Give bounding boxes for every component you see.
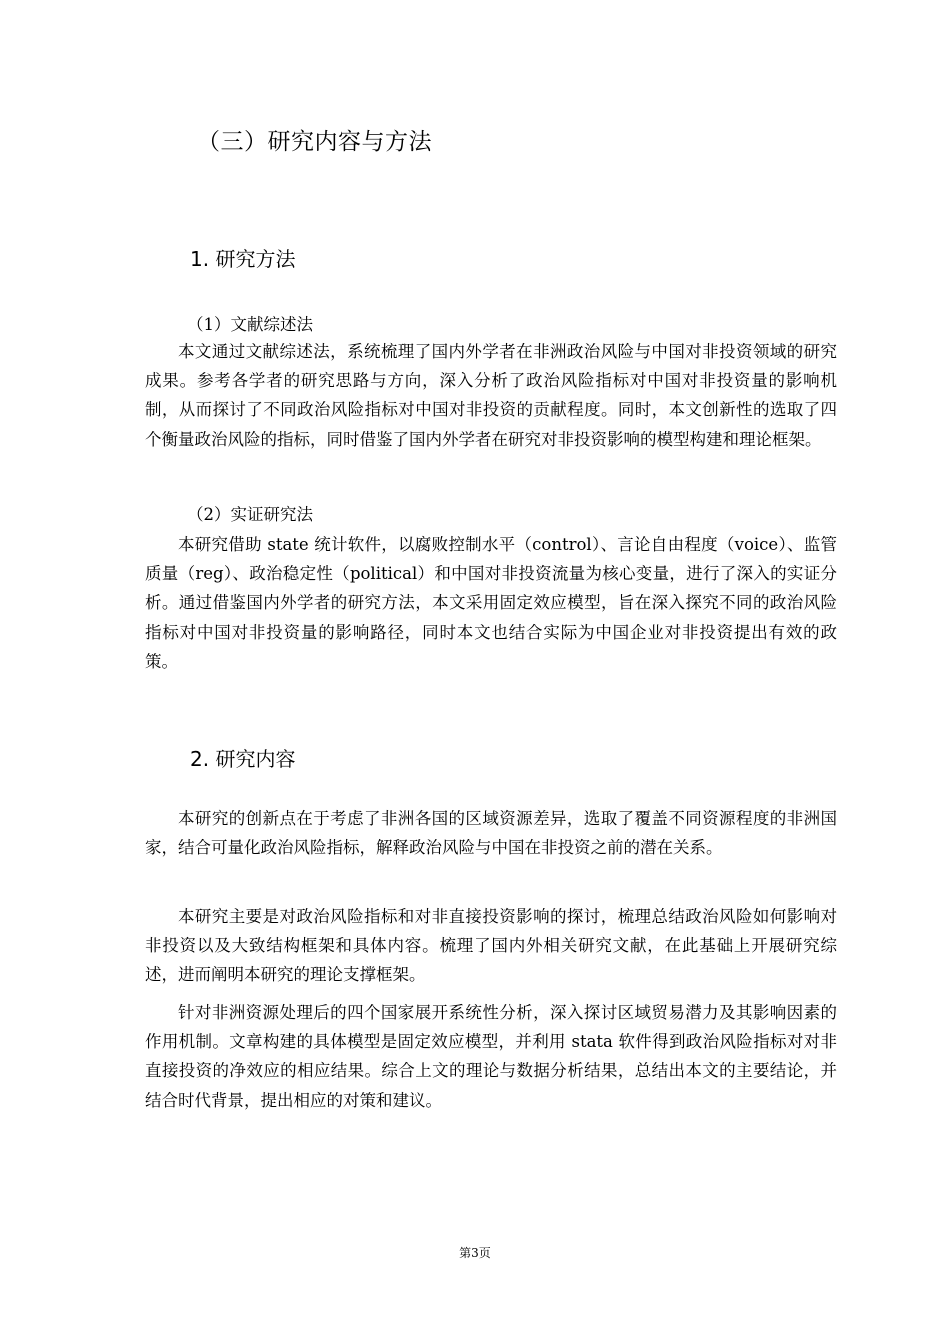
methods-heading: 1. 研究方法: [190, 247, 296, 271]
content-para3: 针对非洲资源处理后的四个国家展开系统性分析，深入探讨区域贸易潜力及其影响因素的作用机制。文章构建的具体模型是固定效应模型，并利用 stata 软件得到政治风险指标对对非直接投资的净效应的相应结果。综合上文的理论与数据分析结果，总结出本文的主要结论，并结合时代背景，提出相应的对策和建议。: [145, 1003, 837, 1110]
content-para1: 本研究的创新点在于考虑了非洲各国的区域资源差异，选取了覆盖不同资源程度的非洲国家，结合可量化政治风险指标，解释政治风险与中国在非投资之前的潜在关系。: [145, 809, 837, 858]
content-para2: 本研究主要是对政治风险指标和对非直接投资影响的探讨，梳理总结政治风险如何影响对非投资以及大致结构框架和具体内容。梳理了国内外相关研究文献，在此基础上开展研究综述，进而阐明本研究的理论支撑框架。: [145, 907, 837, 985]
page-number: 第3页: [459, 1246, 491, 1260]
methods-para2: 本研究借助 state 统计软件，以腐败控制水平（control）、言论自由程度（voice）、监管质量（reg）、政治稳定性（political）和中国对非投资流量为核心变量，进行了深入的实证分析。通过借鉴国内外学者的研究方法，本文采用固定效应模型，旨在深入探究不同的政治风险指标对中国对非投资量的影响路径，同时本文也结合实际为中国企业对非投资提出有效的政策。: [145, 535, 837, 671]
methods-para1: 本文通过文献综述法，系统梳理了国内外学者在非洲政治风险与中国对非投资领域的研究成果。参考各学者的研究思路与方向，深入分析了政治风险指标对中国对非投资量的影响机制，从而探讨了不同政治风险指标对中国对非投资的贡献程度。同时，本文创新性的选取了四个衡量政治风险的指标，同时借鉴了国内外学者在研究对非投资影响的模型构建和理论框架。: [145, 342, 837, 449]
methods-sub2: （2）实证研究法: [187, 505, 313, 524]
content-heading: 2. 研究内容: [190, 747, 296, 771]
section-title: （三）研究内容与方法: [197, 129, 432, 155]
methods-sub1: （1）文献综述法: [187, 315, 313, 334]
